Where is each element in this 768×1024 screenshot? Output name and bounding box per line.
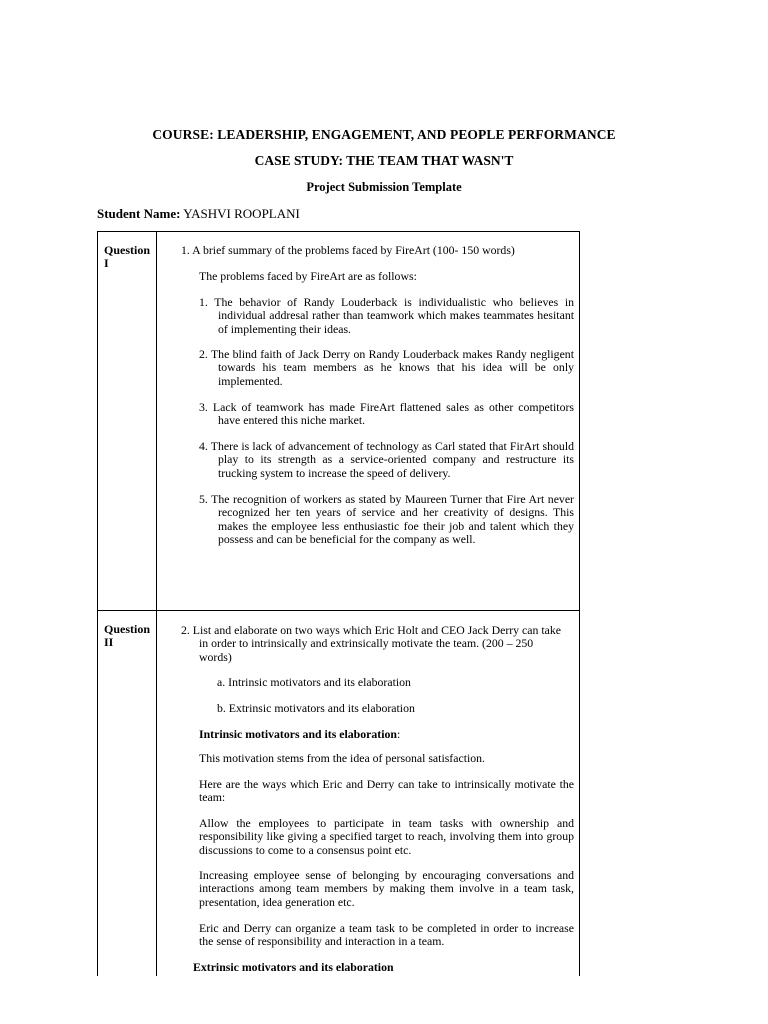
question-1-item-4: 4. There is lack of advancement of technology as Carl stated that FirArt should play to its strength as a service-oriented company and restructure its trucking system to increase the speed of delivery. [199,439,574,480]
course-title: COURSE: LEADERSHIP, ENGAGEMENT, AND PEOPLE PERFORMANCE [152,127,616,142]
intrinsic-paragraph-1: This motivation stems from the idea of personal satisfaction. [199,751,486,765]
intrinsic-paragraph-3: Allow the employees to participate in team tasks with ownership and responsibility like giving a specified target to reach, involving them into group discussions to come to a consensus point etc. [199,816,574,857]
case-study-title: CASE STUDY: THE TEAM THAT WASN'T [254,153,514,168]
table-row-divider [97,610,580,611]
question-1-label: Question I [104,243,151,270]
question-1-item-2: 2. The blind faith of Jack Derry on Randy Louderback makes Randy negligent towards his team members as he knows that his idea will be only implemented. [199,347,574,388]
question-2-label: Question II [104,622,151,649]
question-1-item-1: 1. The behavior of Randy Louderback is individualistic who believes in individual addresal rather than teamwork which makes teammates hesitant of implementing their ideas. [199,295,574,336]
intrinsic-heading: Intrinsic motivators and its elaboration [199,727,397,741]
question-1-prompt: 1. A brief summary of the problems faced by FireArt (100- 150 words) [181,243,515,257]
table-column-divider [156,231,157,976]
student-name-line [97,206,300,222]
table-top-border [97,231,580,232]
table-left-border [97,231,98,976]
intrinsic-heading-line [199,728,574,741]
intrinsic-paragraph-4: Increasing employee sense of belonging by encouraging conversations and interactions among team members by making them involve in a team task, presentation, idea generation etc. [199,868,574,909]
question-2-sub-a: a. Intrinsic motivators and its elaboration [217,675,411,689]
student-name-label: Student Name: [97,206,181,221]
question-2-prompt: 2. List and elaborate on two ways which Eric Holt and CEO Jack Derry can take in order to intrinsically and extrinsically motivate the team. (200 – 250 words) [181,623,562,664]
table-right-border [579,231,580,976]
question-1-intro: The problems faced by FireArt are as follows: [199,269,417,283]
question-1-item-5: 5. The recognition of workers as stated by Maureen Turner that Fire Art never recognized her ten years of service and her creativity of designs. This makes the employee less enthusiastic foe their job and talent which they possess and can be beneficial for the company as well. [199,492,574,546]
question-2-sub-b: b. Extrinsic motivators and its elaboration [217,701,415,715]
intrinsic-paragraph-2: Here are the ways which Eric and Derry can take to intrinsically motivate the team: [199,777,574,805]
template-title: Project Submission Template [306,180,462,194]
question-1-item-3: 3. Lack of teamwork has made FireArt flattened sales as other competitors have entered this niche market. [199,400,574,428]
intrinsic-heading-colon: : [396,727,401,741]
intrinsic-paragraph-5: Eric and Derry can organize a team task to be completed in order to increase the sense of responsibility and interaction in a team. [199,921,574,949]
student-name: YASHVI ROOPLANI [183,206,300,221]
extrinsic-heading: Extrinsic motivators and its elaboration [193,960,394,974]
